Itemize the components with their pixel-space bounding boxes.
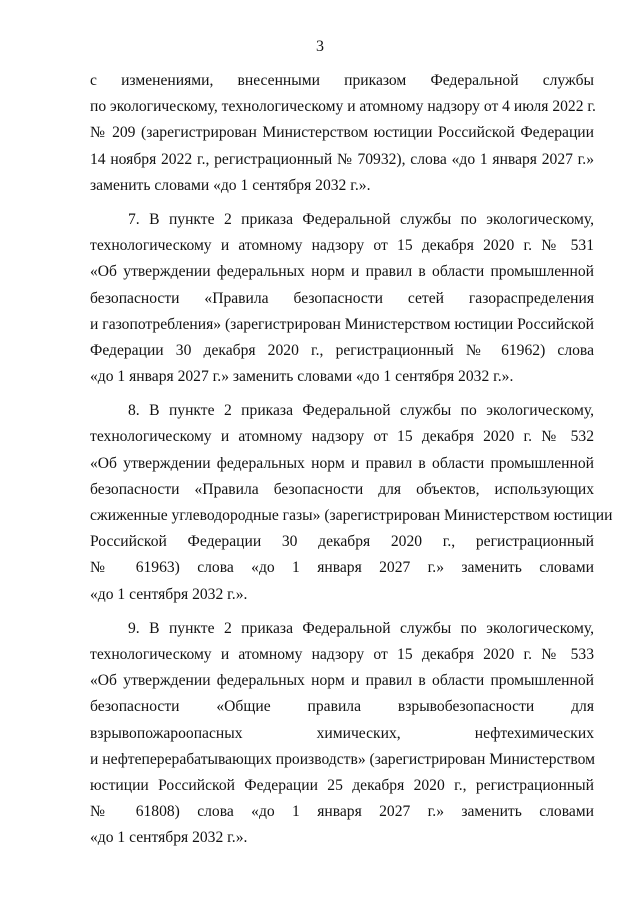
text-line: 9. В пункте 2 приказа Федеральной службы по экологическому, xyxy=(128,619,594,637)
text-line: Российской Федерации 30 декабря 2020 г., регистрационный xyxy=(90,533,594,551)
text-line: юстиции Российской Федерации 25 декабря 2020 г., регистрационный xyxy=(90,776,594,794)
text-line: с изменениями, внесенными приказом Федеральной службы xyxy=(90,72,594,89)
paragraph-item-9 xyxy=(90,616,594,852)
text-line: 7. В пункте 2 приказа Федеральной службы по экологическому, xyxy=(128,210,594,228)
text-line: безопасности «Общие правила взрывобезопасности для xyxy=(90,698,594,716)
paragraph-gap xyxy=(90,608,594,616)
text-line: технологическому и атомному надзору от 15 декабря 2020 г. № 532 xyxy=(90,428,594,446)
text-line: технологическому и атомному надзору от 15 декабря 2020 г. № 531 xyxy=(90,237,594,255)
paragraph-item-7 xyxy=(90,207,594,390)
text-line: и нефтеперерабатывающих производств» (зарегистрирован Министерством xyxy=(90,750,595,768)
text-line: «до 1 сентября 2032 г.». xyxy=(90,585,248,603)
text-line: безопасности «Правила безопасности для объектов, использующих xyxy=(90,480,594,498)
text-line: «Об утверждении федеральных норм и правил в области промышленной xyxy=(90,454,594,472)
text-line: 14 ноября 2022 г., регистрационный № 70932), слова «до 1 января 2027 г.» xyxy=(90,150,594,168)
text-line: № 209 (зарегистрирован Министерством юстиции Российской Федерации xyxy=(90,124,594,142)
paragraph-gap xyxy=(90,199,594,207)
text-line: заменить словами «до 1 сентября 2032 г.». xyxy=(90,176,371,194)
text-line: Федерации 30 декабря 2020 г., регистрационный № 61962) слова xyxy=(90,341,594,359)
text-line: 8. В пункте 2 приказа Федеральной службы по экологическому, xyxy=(128,402,594,420)
text-line: и газопотребления» (зарегистрирован Министерством юстиции Российской xyxy=(90,315,594,333)
text-line: № 61808) слова «до 1 января 2027 г.» заменить словами xyxy=(90,803,594,821)
paragraph-item-8 xyxy=(90,398,613,608)
paragraph-continuation xyxy=(90,68,594,199)
text-line: № 61963) слова «до 1 января 2027 г.» заменить словами xyxy=(90,559,594,577)
document-body xyxy=(90,68,613,851)
text-line: «Об утверждении федеральных норм и правил в области промышленной xyxy=(90,672,594,690)
text-line: по экологическому, технологическому и атомному надзору от 4 июля 2022 г. xyxy=(90,98,596,116)
text-line: сжиженные углеводородные газы» (зарегистрирован Министерством юстиции xyxy=(90,507,613,524)
text-line: «до 1 сентября 2032 г.». xyxy=(90,829,248,847)
text-line: безопасности «Правила безопасности сетей газораспределения xyxy=(90,289,594,307)
page-number: 3 xyxy=(316,38,324,55)
paragraph-gap xyxy=(90,390,594,398)
text-line: взрывопожароопасных химических, нефтехимических xyxy=(90,724,594,742)
text-line: «до 1 января 2027 г.» заменить словами «до 1 сентября 2032 г.». xyxy=(90,368,514,386)
text-line: технологическому и атомному надзору от 15 декабря 2020 г. № 533 xyxy=(90,645,594,663)
text-line: «Об утверждении федеральных норм и правил в области промышленной xyxy=(90,263,594,281)
